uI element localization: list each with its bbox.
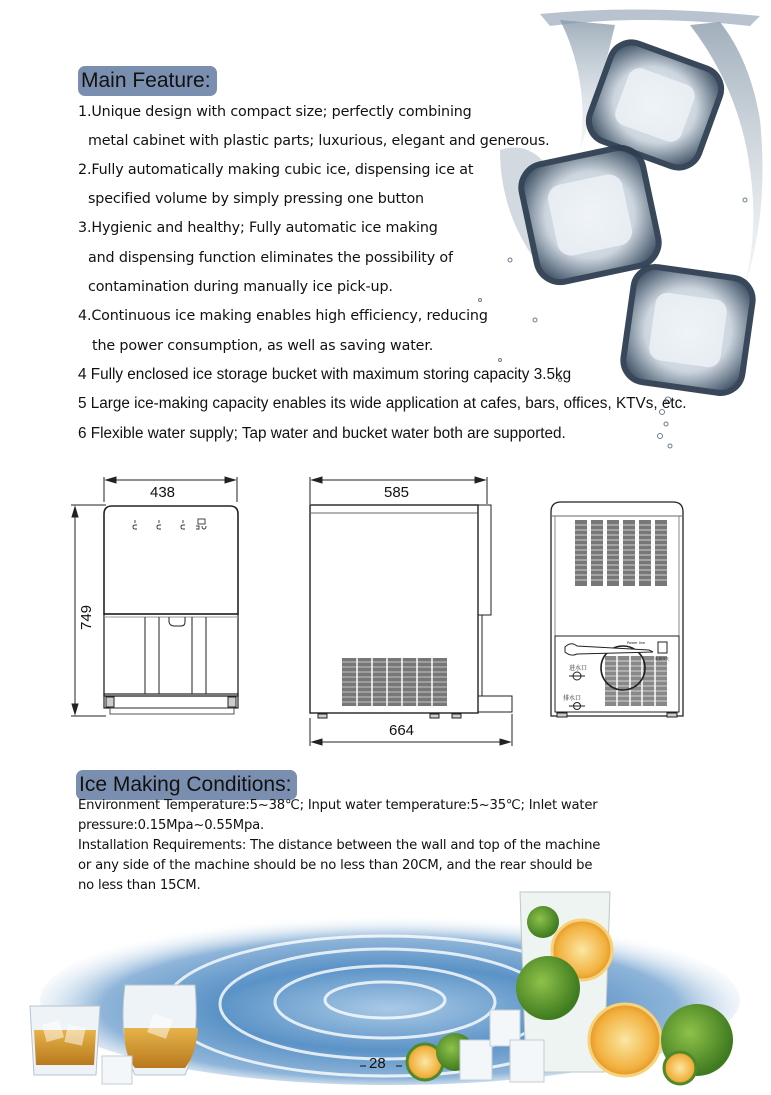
feature-line: the power consumption, as well as saving water.	[92, 338, 434, 354]
ice-cube	[102, 1056, 132, 1084]
feature-line: specified volume by simply pressing one button	[88, 191, 424, 207]
ice-making-conditions-heading: Ice Making Conditions:	[76, 770, 297, 800]
water-inlet-label: 进水口	[569, 665, 588, 672]
side-depth-label: 585	[384, 484, 410, 501]
ice-cube	[460, 1040, 492, 1080]
rear-view-drawing	[545, 498, 690, 723]
feature-line: 4 Fully enclosed ice storage bucket with maximum storing capacity 3.5kg	[78, 366, 572, 383]
feature-line: metal cabinet with plastic parts; luxurious, elegant and generous.	[88, 133, 550, 149]
main-feature-heading: Main Feature:	[78, 66, 217, 96]
page-number: 28	[369, 1055, 386, 1072]
lemon-half	[589, 1004, 661, 1076]
feature-line: and dispensing function eliminates the possibility of	[88, 250, 453, 266]
height-label: 749	[78, 604, 95, 630]
condition-line: pressure:0.15Mpa~0.55Mpa.	[78, 818, 265, 833]
ice-cube	[510, 1040, 544, 1082]
condition-line: no less than 15CM.	[78, 878, 201, 893]
feature-line: 5 Large ice-making capacity enables its wide application at cafes, bars, offices, KTVs, etc.	[78, 395, 687, 412]
side-view-drawing	[300, 472, 525, 752]
rear-lower-vents	[601, 646, 667, 706]
power-switch-label: 电源开关	[655, 657, 669, 661]
drain-label: 排水口	[563, 695, 582, 702]
whisky-glass-left	[30, 1006, 100, 1075]
power-cord-label: Power line	[627, 641, 646, 645]
feature-line: 6 Flexible water supply; Tap water and bucket water both are supported.	[78, 425, 566, 442]
condition-line: or any side of the machine should be no less than 20CM, and the rear should be	[78, 858, 593, 873]
feature-line: 4.Continuous ice making enables high efficiency, reducing	[78, 308, 488, 324]
front-view-drawing	[66, 472, 246, 732]
calamansi-half	[664, 1052, 696, 1084]
total-depth-label: 664	[389, 722, 415, 739]
feature-line: 3.Hygienic and healthy; Fully automatic ice making	[78, 220, 438, 236]
feature-line: contamination during manually ice pick-up.	[88, 279, 393, 295]
whisky-glass-right	[123, 985, 198, 1075]
front-width-label: 438	[150, 484, 176, 501]
condition-line: Environment Temperature:5~38℃; Input water temperature:5~35℃; Inlet water	[78, 798, 598, 813]
feature-line: 1.Unique design with compact size; perfectly combining	[78, 104, 472, 120]
side-vent-grill	[342, 658, 447, 706]
feature-line: 2.Fully automatically making cubic ice, dispensing ice at	[78, 162, 474, 178]
rear-upper-vents	[575, 520, 667, 586]
condition-line: Installation Requirements: The distance between the wall and top of the machine	[78, 838, 601, 853]
